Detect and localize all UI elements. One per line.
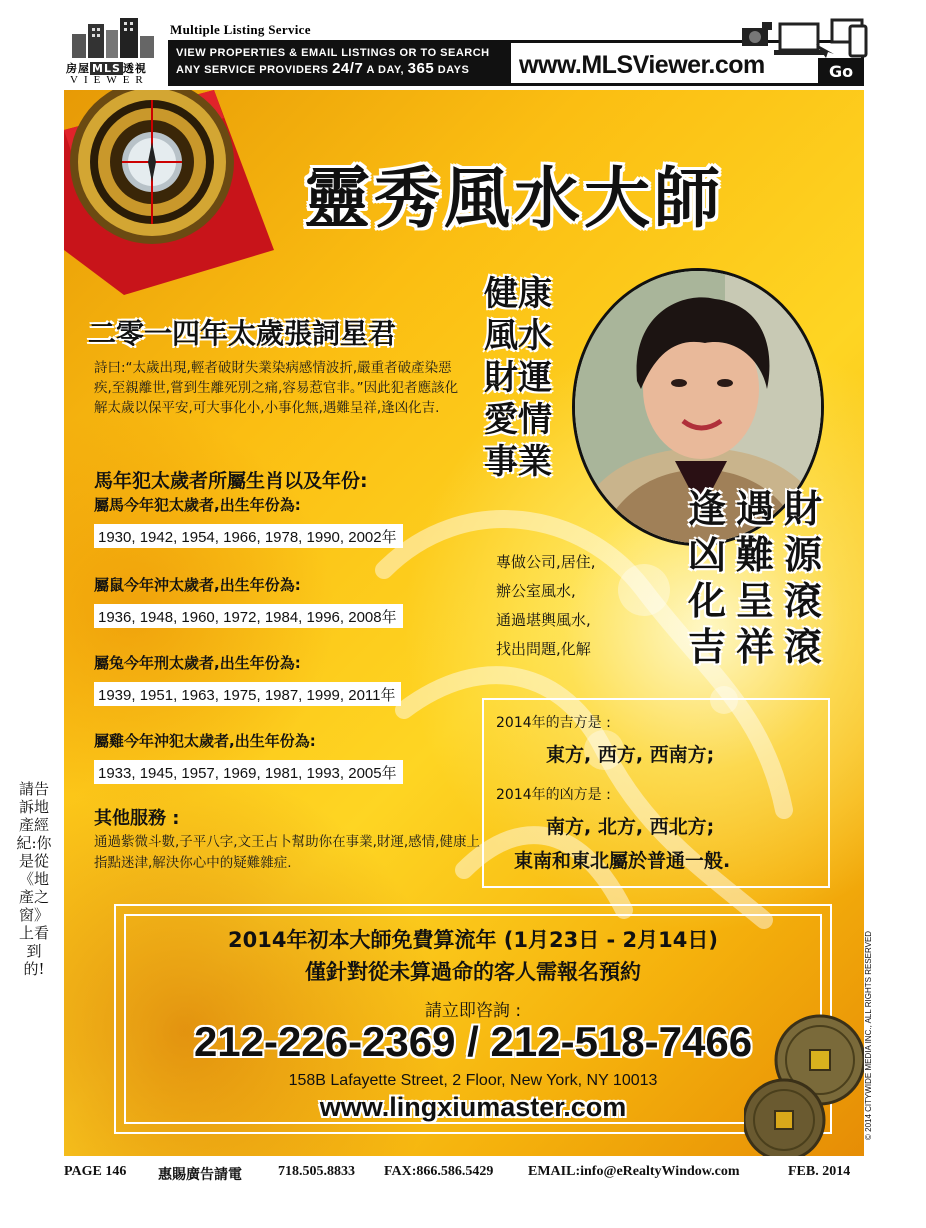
promo-website-link[interactable]: www.lingxiumaster.com: [319, 1092, 627, 1122]
benefit-love: 愛情: [484, 400, 552, 440]
poem-text: 詩曰:“太歲出現,輕者破財失業染病感情波折,嚴重者破產染惡疾,至親離世,嘗到生離死別之痛,容易惹官非。”因此犯者應該化解太歲以保平安,可大事化小,小事化無,遇難呈祥,逢凶化吉.: [94, 360, 459, 416]
ad-call-label: 惠賜廣告請電: [158, 1168, 242, 1183]
promo-free-reading: 2014年初本大師免費算流年 (1月23日 - 2月14日): [228, 928, 718, 952]
service-line: 找出問題,化解: [496, 640, 591, 658]
zodiac-rooster: [94, 730, 403, 784]
zodiac-label: 屬兔今年刑太歲者,出生年份為:: [94, 654, 301, 672]
blessing-turn-misfortune: 逢凶化吉: [687, 487, 726, 669]
good-directions: 東方, 西方, 西南方;: [546, 744, 715, 766]
footer-fax: FAX:866.586.5429: [384, 1164, 494, 1179]
feng-shui-advertisement: [64, 90, 864, 1156]
service-line: 通過堪輿風水,: [496, 611, 591, 629]
promo-consult-label: 請立即咨詢 :: [424, 1001, 522, 1021]
mls-viewer-logo[interactable]: [60, 18, 164, 86]
bad-directions: 南方, 北方, 西北方;: [546, 816, 715, 838]
issue-date: FEB. 2014: [788, 1164, 851, 1179]
logo-english: VIEWER: [70, 74, 149, 86]
header-banner: [0, 0, 926, 92]
zodiac-years: 1939, 1951, 1963, 1975, 1987, 1999, 2011年: [94, 682, 401, 706]
services-list: [496, 548, 596, 664]
zodiac-rat: [94, 574, 403, 628]
promo-box: [114, 904, 832, 1134]
benefit-health: 健康: [484, 274, 552, 314]
devices-icon: [740, 18, 870, 62]
buildings-icon: [68, 18, 158, 58]
directions-box: [482, 698, 830, 888]
footer-email[interactable]: EMAIL:info@eRealtyWindow.com: [528, 1164, 740, 1179]
luopan-compass-icon: [64, 90, 274, 295]
tagline: [168, 40, 508, 86]
zodiac-horse: [94, 494, 403, 548]
mls-title: Multiple Listing Service: [170, 22, 311, 37]
zodiac-label: 屬鼠今年沖太歲者,出生年份為:: [94, 576, 301, 594]
zodiac-years: 1930, 1942, 1954, 1966, 1978, 1990, 2002年: [94, 524, 403, 548]
promo-reservation-note: 僅針對從未算過命的客人需報名預約: [305, 960, 641, 984]
page-footer: [0, 1160, 926, 1190]
benefit-career: 事業: [484, 442, 552, 482]
benefit-fengshui: 風水: [484, 316, 552, 356]
good-direction-label: 2014年的吉方是 :: [496, 715, 611, 731]
blessing-overcome-difficulty: 遇難呈祥: [735, 487, 774, 669]
mlsviewer-url[interactable]: www.MLSViewer.com: [519, 51, 765, 79]
ad-title: 靈秀風水大師: [304, 159, 724, 237]
other-services-heading: 其他服務 :: [94, 808, 180, 829]
side-note-vertical: 請告訴地產經紀:你是從《地產之窗》上看到的!: [16, 780, 52, 978]
zodiac-label: 屬馬今年犯太歲者,出生年份為:: [94, 496, 301, 514]
tagline-line-1: VIEW PROPERTIES & EMAIL LISTINGS OR TO SEARCH: [176, 47, 490, 59]
tagline-line-2: ANY SERVICE PROVIDERS 24/7 A DAY, 365 DAYS: [176, 60, 470, 77]
zodiac-rabbit: [94, 652, 401, 706]
zodiac-years: 1936, 1948, 1960, 1972, 1984, 1996, 2008年: [94, 604, 403, 628]
promo-address: 158B Lafayette Street, 2 Floor, New York, NY 10013: [288, 1072, 658, 1089]
chinese-coins-icon: [744, 1008, 864, 1156]
go-button[interactable]: Go: [818, 58, 864, 86]
other-services-text: 通過紫微斗數,子平八字,文王占卜幫助你在事業,財運,感情,健康上指點迷津,解決你心中的疑難雜症.: [94, 834, 480, 871]
tai-sui-subtitle: 二零一四年太歲張詞星君: [88, 317, 397, 350]
neutral-directions: 東南和東北屬於普通一般.: [514, 850, 731, 872]
zodiac-label: 屬雞今年沖犯太歲者,出生年份為:: [94, 732, 316, 750]
zodiac-years: 1933, 1945, 1957, 1969, 1981, 1993, 2005年: [94, 760, 403, 784]
logo-chinese: 房屋 MLS 透視: [66, 62, 147, 75]
service-line: 辦公室風水,: [496, 582, 576, 600]
service-line: 專做公司,居住,: [496, 553, 596, 571]
bad-direction-label: 2014年的凶方是 :: [496, 787, 611, 803]
copyright-notice: © 2014 CITYWIDE MEDIA INC., ALL RIGHTS RESERVED: [864, 930, 873, 1140]
promo-phone-numbers[interactable]: 212-226-2369 / 212-518-7466: [193, 1018, 753, 1065]
footer-phone[interactable]: 718.505.8833: [278, 1164, 355, 1179]
benefit-wealth: 財運: [484, 358, 552, 398]
blessing-wealth-rolling: 財源滾滾: [783, 487, 822, 669]
page-number: PAGE 146: [64, 1164, 127, 1179]
zodiac-section-heading: 馬年犯太歲者所屬生肖以及年份:: [94, 470, 368, 492]
